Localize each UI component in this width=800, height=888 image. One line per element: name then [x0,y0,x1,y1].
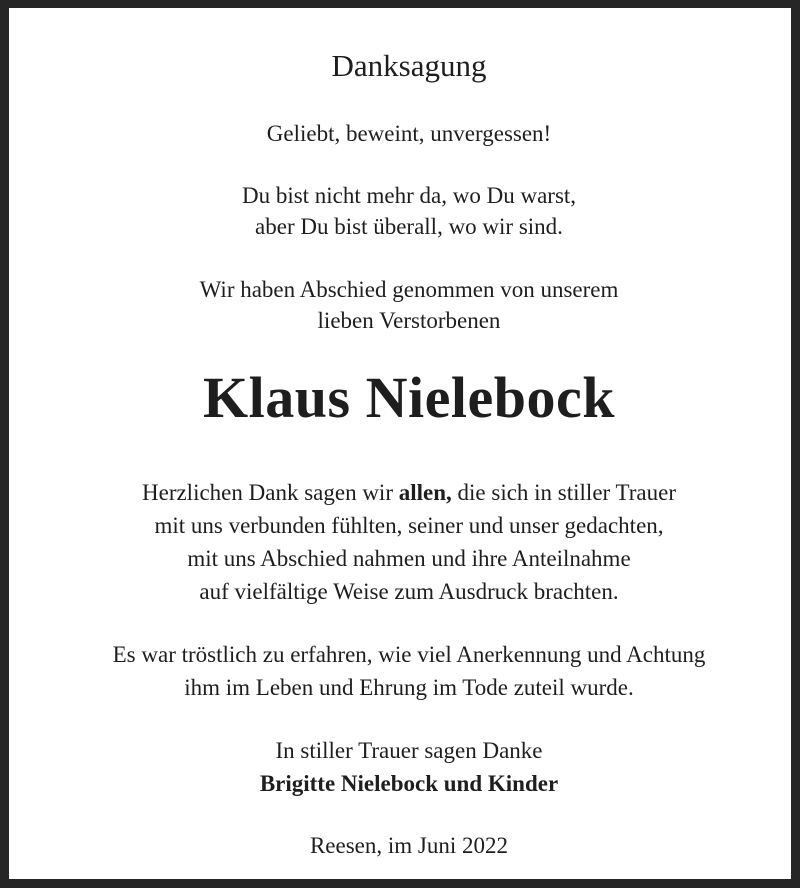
thanks-line-1-end: die sich in stiller Trauer [451,480,676,505]
thanks-line-1 [18,478,800,508]
motto: Geliebt, beweint, unvergessen! [266,121,552,146]
intro-line-2: lieben Verstorbenen [317,308,501,333]
verse-line-1: Du bist nicht mehr da, wo Du warst, [241,183,577,208]
thanks-line-3: mit uns Abschied nahmen und ihre Anteilnahme [187,546,631,571]
notice-title: Danksagung [331,48,487,83]
deceased-name: Klaus Nielebock [203,365,615,430]
thanks-emphasis: allen, [398,480,452,505]
thanks-line-2: mit uns verbunden fühlten, seiner und unser gedachten, [154,513,664,538]
intro-line-1: Wir haben Abschied genommen von unserem [199,277,619,302]
comfort-line-2: ihm im Leben und Ehrung im Tode zuteil wurde. [184,675,634,700]
thanks-line-4: auf vielfältige Weise zum Ausdruck brachten. [199,579,619,604]
thanks-line-1-start: Herzlichen Dank sagen wir [142,480,399,505]
signers: Brigitte Nielebock und Kinder [259,771,559,796]
comfort-line-1: Es war tröstlich zu erfahren, wie viel Anerkennung und Achtung [112,642,706,667]
obituary-notice [18,16,800,887]
signoff-line: In stiller Trauer sagen Danke [275,738,543,763]
place-date: Reesen, im Juni 2022 [309,833,509,858]
verse-line-2: aber Du bist überall, wo wir sind. [255,214,563,239]
